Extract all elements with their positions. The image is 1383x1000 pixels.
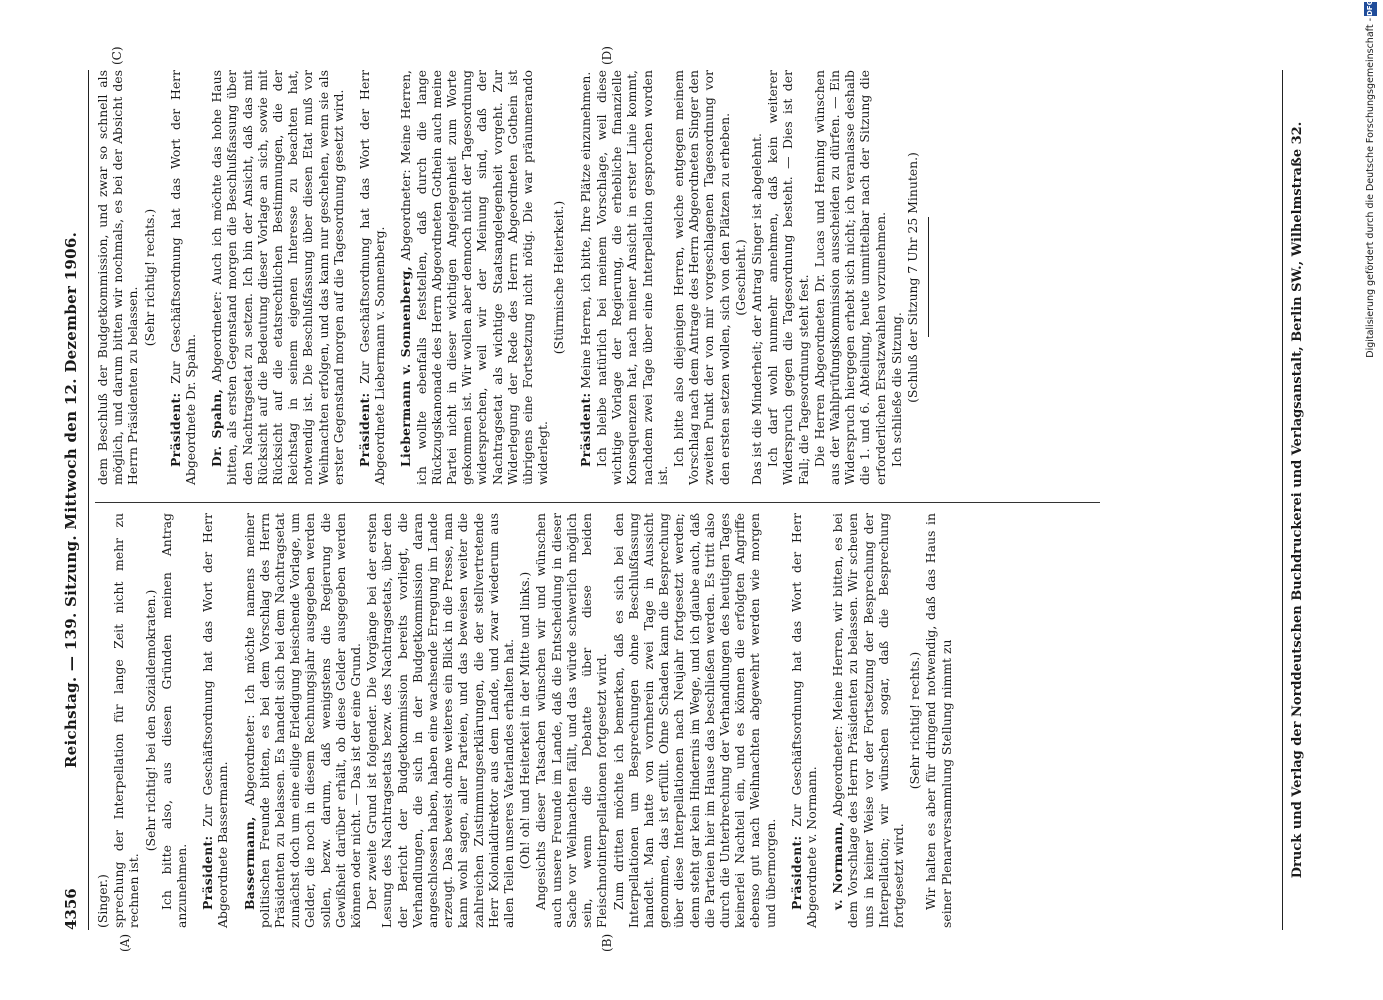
- margin-marker-c: (C): [110, 46, 124, 65]
- paragraph: Abgeordneter: Meine Herren, ich wollte ebenfalls feststellen, daß durch die lange Rückzugskanonade des Herrn Abgeordneten Gothein auch meine Partei nicht in dieser wichtigen Angelegenheit zum Worte gekommen ist. Wir wollen aber dennoch nicht der Tagesordnung widersprechen, weil wir der Meinung sind, daß der Nachtragsetat als wichtige Staatsangelegenheit vorgeht. Zur Widerlegung der Rede des Herrn Abgeordneten Gothein ist übrigens eine Fortsetzung nicht nötig. Die war pränumerando widerlegt.: [398, 70, 551, 485]
- interjection: (Geschieht.): [732, 239, 748, 316]
- paragraph: Ich darf wohl nunmehr annehmen, daß kein weiterer Widerspruch gegen die Tagesordnung besteht. — Dies ist der Fall; die Tagesordnung steht fest.: [765, 70, 811, 485]
- left-column: [95, 513, 955, 928]
- paragraph: dem Beschluß der Budgetkommission, und zwar so schnell als möglich, und darum bitten wir nochmals, es bei der Absicht des Herrn Präsidenten zu belassen.: [95, 70, 141, 485]
- right-column: [95, 70, 929, 485]
- header-rule: [88, 70, 89, 930]
- footer-rule: [1282, 70, 1283, 930]
- paragraph: Zum dritten möchte ich bemerken, daß es sich bei den Interpellationen um Besprechungen ohne Beschlußfassung handelt. Man hatte von vornherein zwei Tage in Aussicht genommen, das ist erfüllt. Ohne Schaden kann die Besprechung über diese Interpellationen nach Neujahr fortgesetzt werden; denn steht gar kein Hindernis im Wege, und ich glaube auch, daß die Parteien hier im Hause das beschließen werden. Es tritt also durch die Unterbrechung der Verhandlungen des heutigen Tages keinerlei Nachteil ein, und es können die erfolgten Angriffe ebenso gut nach Weihnachten abgewehrt werden wie morgen und übermorgen.: [610, 513, 778, 928]
- paragraph: Abgeordneter: Meine Herren, wir bitten, es bei dem Vorschlage des Herrn Präsidenten zu belassen. Wir scheuen uns in keiner Weise vor der Fortsetzung der Besprechung der Interpellation; wir wünschen sogar, daß die Besprechung fortgesetzt wird.: [830, 513, 906, 928]
- paragraph: Die Herren Abgeordneten Dr. Lucas und Henning wünschen aus der Wahlprüfungskommission ausscheiden zu dürfen. — Ein Widerspruch hiergegen erhebt sich nicht; ich veranlasse deshalb die 1. und 6. Abteilung, heute unmittelbar nach der Sitzung die erforderlichen Ersatzwahlen vorzunehmen.: [811, 70, 888, 485]
- digitization-note: [1363, 0, 1381, 1000]
- dfg-logo: DFG: [1364, 2, 1377, 16]
- margin-marker-d: (D): [600, 46, 614, 65]
- paragraph: Ich bitte also, aus diesen Gründen meinen Antrag anzunehmen.: [158, 513, 190, 928]
- digitization-text: Digitalisierung gefördert durch die Deutsche Forschungsgemeinschaft -: [1365, 18, 1376, 358]
- interjection: (Sehr richtig! bei den Sozialdemokraten.): [142, 589, 158, 852]
- speaker-name: Dr. Spahn,: [209, 388, 225, 467]
- speaker-tag: (Singer.): [95, 874, 110, 928]
- speaker-name: Präsident:: [577, 392, 593, 467]
- paragraph: Zur Geschäftsordnung hat das Wort der Herr Abgeordnete Bassermann.: [200, 513, 231, 928]
- paragraph: Abgeordneter: Ich möchte namens meiner politischen Freunde bitten, es bei dem Vorschlag des Herrn Präsidenten zu belassen. Es handelt sich bei dem Nachtragsetat zunächst doch um eine eilige Erledigung heischende Vorlage, um Gelder, die noch in diesem Rechnungsjahr ausgegeben werden sollen, bezw. darum, daß wenigstens die Regierung die Gewißheit darüber erhält, ob diese Gelder ausgegeben werden können oder nicht. — Das ist der eine Grund.: [241, 513, 364, 928]
- paragraph: Ich bitte also diejenigen Herren, welche entgegen meinem Vorschlag nach dem Antrage des Herrn Abgeordneten Singer den zweiten Punkt der von mir vorgeschlagenen Tagesordnung vor den ersten setzen wollen, sich von den Plätzen zu erheben.: [670, 70, 732, 485]
- page-header: [62, 70, 84, 930]
- paragraph: Das ist die Minderheit; der Antrag Singer ist abgelehnt.: [748, 133, 764, 485]
- session-end-note: (Schluß der Sitzung 7 Uhr 25 Minuten.): [904, 152, 920, 403]
- margin-marker-b: (B): [600, 933, 614, 952]
- speaker-name: Präsident:: [357, 392, 373, 467]
- paragraph: Ich schließe die Sitzung.: [888, 312, 904, 467]
- paragraph: Ich bleibe natürlich bei meinem Vorschlage, weil diese wichtige Vorlage der Regierung, die erhebliche finanzielle Konsequenzen hat, nach meiner Ansicht in erster Linie kommt, nachdem zwei Tage über eine Interpellation gesprochen worden ist.: [593, 70, 670, 485]
- paragraph: Angesichts dieser Tatsachen wünschen wir und wünschen auch unsere Freunde im Lande, daß die Entscheidung in dieser Sache vor Weihnachten fällt, und das würde schwerlich möglich sein, wenn die Debatte über diese beiden Fleischnotinterpellationen fortgesetzt wird.: [533, 513, 610, 928]
- speaker-name: v. Normann,: [830, 821, 846, 910]
- column-divider: [95, 502, 1100, 503]
- paragraph: Abgeordneter: Auch ich möchte das hohe Haus bitten, als ersten Gegenstand morgen die Beschlußfassung über den Nachtragsetat zu setzen. Ich bin der Ansicht, daß das mit Rücksicht auf die Bedeutung dieser Vorlage an sich, sowie mit Rücksicht auf die etatsrechtlichen Bestimmungen, die der Reichstag in seinem eigenen Interesse zu beachten hat, notwendig ist. Die Beschlußfassung über diesen Etat muß vor Weihnachten erfolgen, und das kann nur geschehen, wenn sie als erster Gegenstand morgen auf die Tagesordnung gesetzt wird.: [209, 70, 346, 485]
- paragraph: Zur Geschäftsordnung hat das Wort der Herr Abgeordnete v. Normann.: [788, 513, 819, 928]
- speaker-name: Bassermann,: [241, 816, 257, 910]
- margin-marker-a: (A): [118, 933, 132, 952]
- speaker-name: Präsident:: [167, 392, 183, 467]
- paragraph: Der zweite Grund ist folgender. Die Vorgänge bei der ersten Lesung des Nachtragsetats bezw. des Nachtragsetats, über den der Bericht der Budgetkommission bereits vorliegt, die Verhandlungen, die sich in der Budgetkommission daran angeschlossen haben, haben eine wachsende Erregung im Lande erzeugt. Das beweist ohne weiteres ein Blick in die Presse, man kann wohl sagen, aller Parteien, und das beweisen weiter die zahlreichen Zustimmungserklärungen, die der stellvertretende Herr Kolonialdirektor aus dem Lande, und zwar wiederum aus allen Teilen unseres Vaterlandes erhalten hat.: [364, 513, 517, 928]
- paragraph: sprechung der Interpellation für lange Zeit nicht mehr zu rechnen ist.: [111, 513, 142, 928]
- interjection: (Stürmische Heiterkeit.): [551, 200, 567, 355]
- end-rule: [928, 218, 929, 338]
- page-title: Reichstag. — 139. Sitzung. Mittwoch den 12. Dezember 1906.: [62, 231, 80, 769]
- interjection: (Sehr richtig! rechts.): [141, 208, 157, 347]
- interjection: (Oh! oh! und Heiterkeit in der Mitte und links.): [517, 571, 533, 870]
- paragraph: Meine Herren, ich bitte, Ihre Plätze einzunehmen.: [577, 71, 593, 393]
- paragraph: Wir halten es aber für dringend notwendig, daß das Haus in seiner Plenarversammlung Stellung nimmt zu: [923, 513, 954, 928]
- imprint-footer: Druck und Verlag der Norddeutschen Buchdruckerei und Verlagsanstalt, Berlin SW., Wilhelmstraße 32.: [1290, 121, 1305, 879]
- interjection: (Sehr richtig! rechts.): [907, 651, 923, 790]
- paragraph: Zur Geschäftsordnung hat das Wort der Herr Abgeordnete Dr. Spahn.: [167, 70, 199, 485]
- speaker-name: Liebermann v. Sonnenberg,: [398, 265, 414, 467]
- paragraph: Zur Geschäftsordnung hat das Wort der Herr Abgeordnete Liebermann v. Sonnenberg.: [357, 70, 388, 485]
- page-number: 4356: [62, 888, 80, 930]
- speaker-name: Präsident:: [788, 835, 804, 910]
- speaker-name: Präsident:: [200, 835, 216, 910]
